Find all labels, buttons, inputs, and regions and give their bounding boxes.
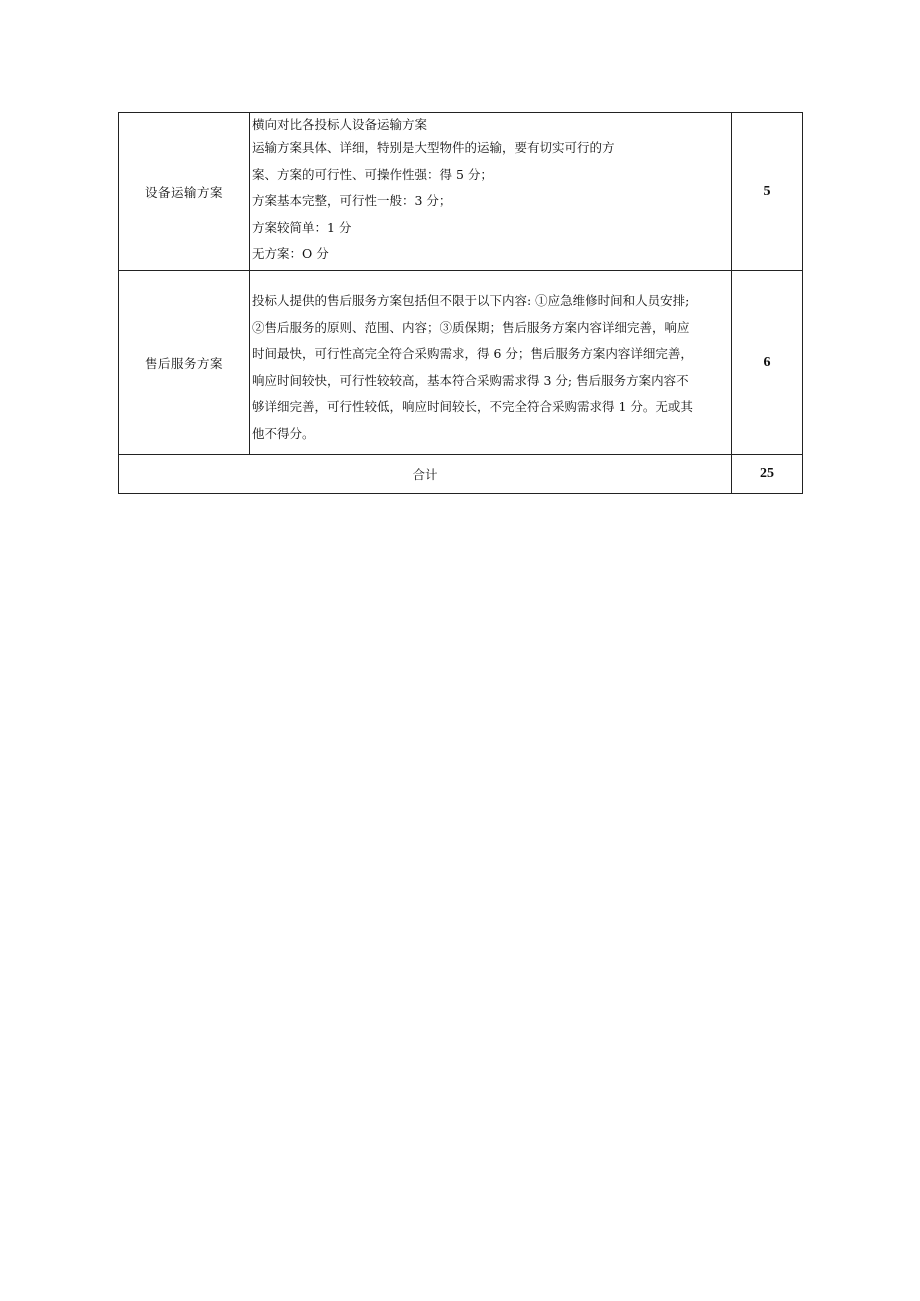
description-line: 运输方案具体、详细，特别是大型物件的运输，要有切实可行的方 [252, 140, 615, 156]
description-line: ②售后服务的原则、范围、内容；③质保期；售后服务方案内容详细完善，响应 [252, 319, 690, 335]
description-line: 无方案：O 分 [252, 246, 329, 262]
description-line: 他不得分。 [252, 425, 315, 441]
criterion-score-after-sales: 6 [732, 271, 803, 455]
description-line: 投标人提供的售后服务方案包括但不限于以下内容: ①应急维修时间和人员安排; [252, 293, 690, 308]
description-line: 案、方案的可行性、可操作性强：得 5 分； [252, 166, 493, 182]
total-row [119, 455, 803, 494]
description-line: 时间最快，可行性高完全符合采购需求，得 6 分；售后服务方案内容详细完善， [252, 346, 693, 361]
criterion-description-transport [250, 113, 732, 271]
criterion-score-transport: 5 [732, 113, 803, 271]
description-line: 响应时间较快，可行性较较高，基本符合采购需求得 3 分; 售后服务方案内容不 [252, 372, 689, 388]
criterion-name-after-sales: 售后服务方案 [119, 271, 250, 455]
description-line: 横向对比各投标人设备运输方案 [252, 117, 428, 133]
scoring-table [118, 112, 803, 494]
total-score: 25 [732, 455, 803, 494]
description-line: 方案基本完整，可行性一般：3 分； [252, 193, 452, 209]
total-label: 合计 [119, 455, 732, 494]
table-row [119, 271, 803, 455]
table-row [119, 113, 803, 271]
description-line: 方案较简单：1 分 [252, 219, 352, 235]
criterion-description-after-sales [250, 271, 732, 455]
criterion-name-transport: 设备运输方案 [119, 113, 250, 271]
description-line: 够详细完善，可行性较低，响应时间较长，不完全符合采购需求得 1 分。无或其 [252, 399, 693, 414]
